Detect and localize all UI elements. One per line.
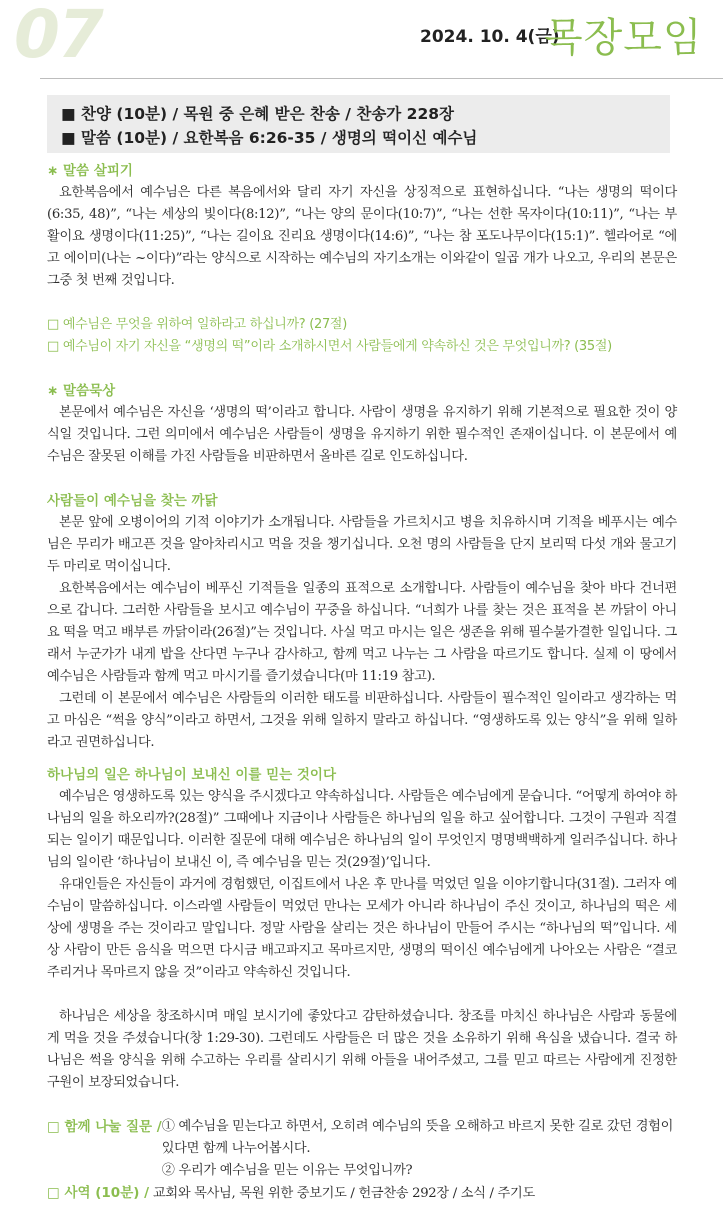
section-title-gods-work: 하나님의 일은 하나님이 보내신 이를 믿는 것이다 bbox=[47, 767, 337, 783]
meditation-paragraph: 본문에서 예수님은 자신을 ‘생명의 떡’이라고 합니다. 사람이 생명을 유지하기 위해 기본적으로 필요한 것이 양식일 것입니다. 그런 의미에서 예수님은 사람들이 생명을 유지하기 위한 필수적인 존재이십니다. 이 본문에서 예수님은 잘못된 이해를 가진 사람들을 비판하면서 올바른 길로 인도하십니다. bbox=[47, 405, 677, 464]
header-divider bbox=[40, 78, 723, 79]
why-seek-paragraph-1: 본문 앞에 오병이어의 기적 이야기가 소개됩니다. 사람들을 가르치시고 병을 치유하시며 기적을 베푸시는 예수님은 무리가 배고픈 것을 알아차리시고 먹을 것을 챙기십니다. 오천 명의 사람들을 단지 보리떡 다섯 개와 물고기 두 마리로 먹이십니다. bbox=[47, 515, 677, 574]
word-study-paragraph: 요한복음에서 예수님은 다른 복음에서와 달리 자기 자신을 상징적으로 표현하십니다. “나는 생명의 떡이다(6:35, 48)”, “나는 세상의 빛이다(8:12)”, “나는 양의 문이다(10:7)”, “나는 선한 목자이다(10:11)”, “나는 부활이요 생명이다(11:25)”, “나는 길이요 진리요 생명이다(14:6)”, “나는 참 포도나무이다(15:1)”. 헬라어로 “에고 에이미(나는 ~이다)”라는 양식으로 시작하는 예수님의 자기소개는 이와같이 일곱 개가 나오고, 우리의 본문은 그중 첫 번째 것입니다. bbox=[47, 185, 677, 288]
gods-work-paragraph-3: 하나님은 세상을 창조하시며 매일 보시기에 좋았다고 감탄하셨습니다. 창조를 마치신 하나님은 사람과 동물에게 먹을 것을 주셨습니다(창 1:29-30). 그런데도 사람들은 더 많은 것을 소유하기 위해 욕심을 냈습니다. 결국 하나님은 썩을 양식을 위해 수고하는 우리를 살리시기 위해 아들을 내어주셨고, 그를 믿고 따르는 사람에게 진정한 구원이 보장되었습니다. bbox=[47, 1009, 677, 1090]
share-questions bbox=[47, 1116, 677, 1182]
ministry-label: □ 사역 (10분) / bbox=[47, 1185, 150, 1201]
why-seek-paragraph-2: 요한복음에서는 예수님이 베푸신 기적들을 일종의 표적으로 소개합니다. 사람들이 예수님을 찾아 바다 건너편으로 갑니다. 그러한 사람들을 보시고 예수님이 꾸중을 하십니다. “너희가 나를 찾는 것은 표적을 본 까닭이 아니요 떡을 먹고 배부른 까닭이라(26절)”는 것입니다. 사실 먹고 마시는 일은 생존을 위해 필수불가결한 일입니다. 그래서 누군가가 내게 밥을 산다면 누구나 감사하고, 함께 먹고 나누는 그 사람을 따르기도 합니다. 실제 이 땅에서 예수님은 사람들과 함께 먹고 마시기를 즐기셨습니다(마 11:19 참고). bbox=[47, 581, 677, 684]
section-title-word-study: ∗ 말씀 살피기 bbox=[47, 163, 133, 179]
ministry-text: 교회와 목사님, 목원 위한 중보기도 / 헌금찬송 292장 / 소식 / 주기도 bbox=[149, 1186, 535, 1201]
summary-word: ■ 말씀 (10분) / 요한복음 6:26-35 / 생명의 떡이신 예수님 bbox=[61, 129, 478, 147]
question-2: □ 예수님이 자기 자신을 “생명의 떡”이라 소개하시면서 사람들에게 약속하신 것은 무엇입니까? (35절) bbox=[47, 339, 612, 354]
section-title-why-seek: 사람들이 예수님을 찾는 까닭 bbox=[47, 493, 218, 509]
meeting-date: 2024. 10. 4(금) bbox=[420, 27, 560, 47]
section-title-meditation: ∗ 말씀묵상 bbox=[47, 383, 116, 399]
main-content bbox=[47, 160, 677, 1205]
why-seek-paragraph-3: 그런데 이 본문에서 예수님은 사람들의 이러한 태도를 비판하십니다. 사람들이 필수적인 일이라고 생각하는 먹고 마심은 “썩을 양식”이라고 하면서, 그것을 위해 일하지 말라고 하십니다. “영생하도록 있는 양식”을 위해 일하라고 권면하십니다. bbox=[47, 691, 677, 750]
share-question-2: ② 우리가 예수님을 믿는 이유는 무엇입니까? bbox=[161, 1163, 413, 1178]
summary-box bbox=[47, 95, 670, 153]
ministry-row bbox=[47, 1182, 677, 1205]
gods-work-paragraph-2: 유대인들은 자신들이 과거에 경험했던, 이집트에서 나온 후 만나를 먹었던 일을 이야기합니다(31절). 그러자 예수님이 말씀하십니다. 이스라엘 사람들이 먹었던 만나는 모세가 아니라 하나님이 주신 것이고, 하나님의 떡은 세상에 생명을 주는 것이라고 말입니다. 정말 사람을 살리는 것은 하나님이 만들어 주시는 “하나님의 떡”입니다. 세상 사람이 만든 음식을 먹으면 다시금 배고파지고 목마르지만, 생명의 떡이신 예수님에게 나아오는 사람은 “결코 주리거나 목마르지 않을 것”이라고 약속하신 것입니다. bbox=[47, 877, 677, 980]
question-1: □ 예수님은 무엇을 위하여 일하라고 하십니까? (27절) bbox=[47, 317, 347, 332]
page-number: 07 bbox=[14, 0, 102, 73]
share-question-1: ① 예수님을 믿는다고 하면서, 오히려 예수님의 뜻을 오해하고 바르지 못한 길로 갔던 경험이 있다면 함께 나누어봅시다. bbox=[161, 1119, 674, 1156]
share-label: □ 함께 나눌 질문 / bbox=[47, 1119, 162, 1135]
summary-praise: ■ 찬양 (10분) / 목원 중 은혜 받은 찬송 / 찬송가 228장 bbox=[61, 105, 454, 123]
page-title: 목장모임 bbox=[544, 15, 703, 61]
gods-work-paragraph-1: 예수님은 영생하도록 있는 양식을 주시겠다고 약속하십니다. 사람들은 예수님에게 묻습니다. “어떻게 하여야 하나님의 일을 하오리까?(28절)” 그때에나 지금이나 사람들은 하나님의 일을 하고 싶어합니다. 그것이 구원과 직결되는 일이기 때문입니다. 이러한 질문에 대해 예수님은 하나님의 일이 무엇인지 명명백백하게 일러주십니다. 하나님의 일이란 ‘하나님이 보내신 이, 즉 예수님을 믿는 것(29절)’입니다. bbox=[47, 789, 677, 870]
